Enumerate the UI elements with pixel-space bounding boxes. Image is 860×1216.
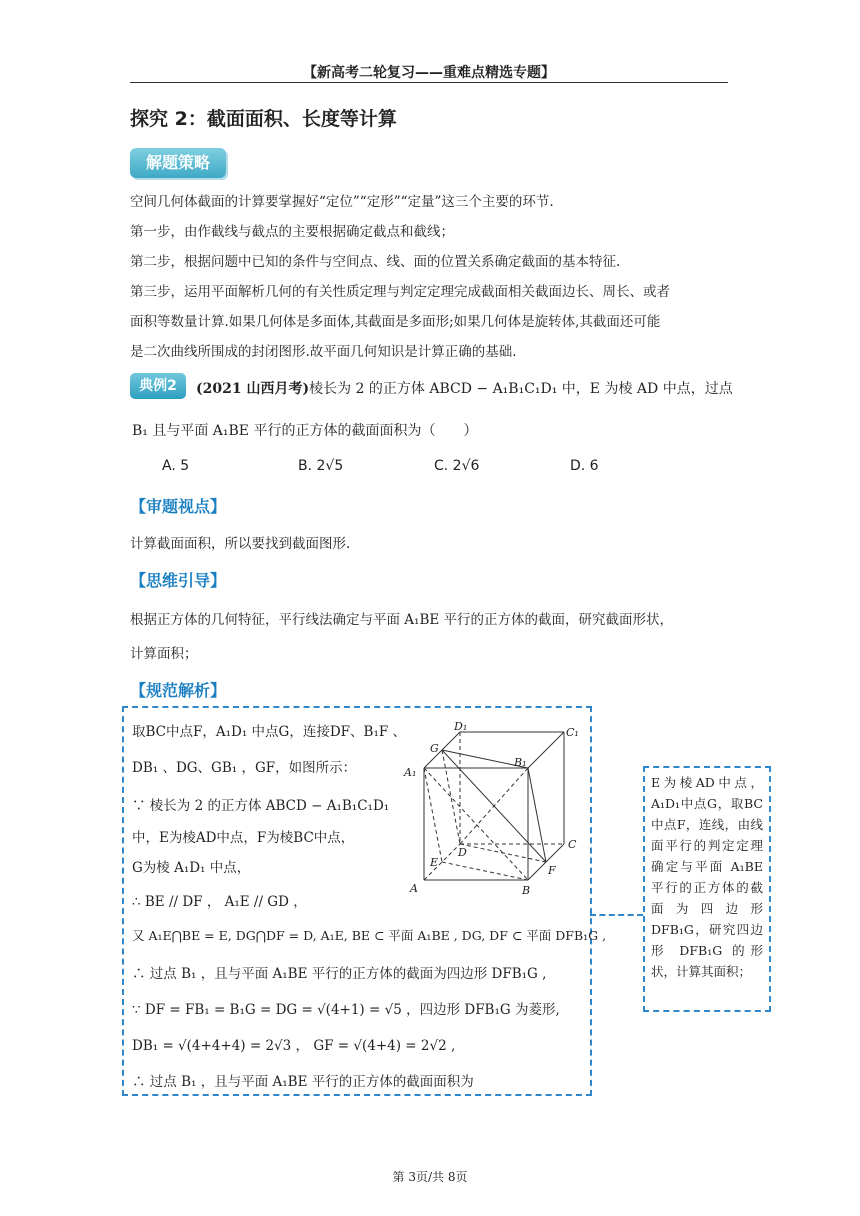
- solution-line: ∵ 棱长为 2 的正方体 ABCD − A₁B₁C₁D₁: [132, 798, 390, 814]
- label-d1: D₁: [454, 720, 468, 733]
- think-line: 根据正方体的几何特征，平行线法确定与平面 A₁BE 平行的正方体的截面，研究截面形状，: [130, 612, 674, 628]
- strategy-line: 是二次曲线所围成的封闭图形.故平面几何知识是计算正确的基础.: [130, 344, 517, 360]
- solution-line: ∴ 过点 B₁ ，且与平面 A₁BE 平行的正方体的截面面积为: [132, 1074, 474, 1090]
- example-question-line2: B₁ 且与平面 A₁BE 平行的正方体的截面面积为（ ）: [132, 423, 478, 439]
- solution-line: 又 A₁E⋂BE = E, DG⋂DF = D, A₁E, BE ⊂ 平面 A₁BE , DG, DF ⊂ 平面 DFB₁G ,: [132, 928, 607, 943]
- solution-line: 中，E为棱AD中点，F为棱BC中点，: [132, 830, 355, 846]
- think-line: 计算面积；: [130, 646, 198, 662]
- option-b[interactable]: B. 2√5: [298, 458, 344, 474]
- label-b1: B₁: [514, 756, 527, 769]
- label-g: G: [430, 742, 439, 755]
- section-title: 探究 2：截面面积、长度等计算: [130, 108, 397, 130]
- strategy-line: 面积等数量计算.如果几何体是多面体,其截面是多面形;如果几何体是旋转体,其截面还可能: [130, 314, 661, 330]
- strategy-tag: 解题策略: [130, 148, 226, 178]
- label-d: D: [458, 846, 467, 859]
- option-d[interactable]: D. 6: [570, 458, 599, 474]
- option-c[interactable]: C. 2√6: [434, 458, 480, 474]
- review-title: 【审题视点】: [130, 497, 227, 516]
- option-a[interactable]: A. 5: [162, 458, 190, 474]
- cube-figure: [398, 716, 586, 896]
- label-a: A: [410, 882, 418, 895]
- connector-line: [590, 914, 643, 916]
- solution-line: ∵ DF = FB₁ = B₁G = DG = √(4+1) = √5 ，四边形 DFB₁G 为菱形,: [132, 1002, 560, 1018]
- page-footer: 第 3页/共 8页: [392, 1170, 468, 1184]
- solution-line: DB₁ 、DG、GB₁ ，GF，如图所示：: [132, 760, 357, 776]
- example-source: (2021 山西月考): [196, 381, 310, 397]
- header-divider: [130, 82, 728, 83]
- solution-line: 取BC中点F，A₁D₁ 中点G，连接DF、B₁F 、: [132, 724, 407, 740]
- solution-line: DB₁ = √(4+4+4) = 2√3 ， GF = √(4+4) = 2√2 ,: [132, 1038, 456, 1054]
- solution-title: 【规范解析】: [130, 681, 227, 700]
- strategy-line: 第三步，运用平面解析几何的有关性质定理与判定定理完成截面相关截面边长、周长、或者: [130, 284, 670, 300]
- solution-line: ∴ 过点 B₁ ，且与平面 A₁BE 平行的正方体的截面为四边形 DFB₁G ,: [132, 966, 547, 982]
- example-tag: 典例2: [130, 373, 186, 399]
- label-c1: C₁: [566, 726, 579, 739]
- label-c: C: [568, 838, 577, 851]
- label-f: F: [548, 864, 556, 877]
- review-text: 计算截面面积，所以要找到截面图形.: [130, 536, 351, 552]
- strategy-line: 第二步，根据问题中已知的条件与空间点、线、面的位置关系确定截面的基本特征.: [130, 254, 621, 270]
- think-title: 【思维引导】: [130, 571, 227, 590]
- side-note: E为棱AD中点，A₁D₁中点G，取BC中点F，连线，由线面平行的判定定理确定与平面 A₁BE 平行的正方体的截面为四边形 DFB₁G，研究四边形 DFB₁G 的形状，计算其面积；: [643, 766, 771, 1012]
- example-question-text: 棱长为 2 的正方体 ABCD − A₁B₁C₁D₁ 中，E 为棱 AD 中点，过点: [309, 381, 733, 397]
- page-header: 【新高考二轮复习——重难点精选专题】: [303, 65, 555, 81]
- strategy-line: 第一步，由作截线与截点的主要根据确定截点和截线；: [130, 224, 454, 240]
- label-e: E: [430, 856, 439, 869]
- label-b: B: [522, 884, 531, 896]
- example-question-line1: [196, 378, 733, 398]
- solution-line: ∴ BE // DF ， A₁E // GD ，: [132, 894, 307, 910]
- solution-line: G为棱 A₁D₁ 中点，: [132, 860, 251, 876]
- strategy-line: 空间几何体截面的计算要掌握好“定位”“定形”“定量”这三个主要的环节.: [130, 194, 554, 210]
- label-a1: A₁: [404, 766, 417, 779]
